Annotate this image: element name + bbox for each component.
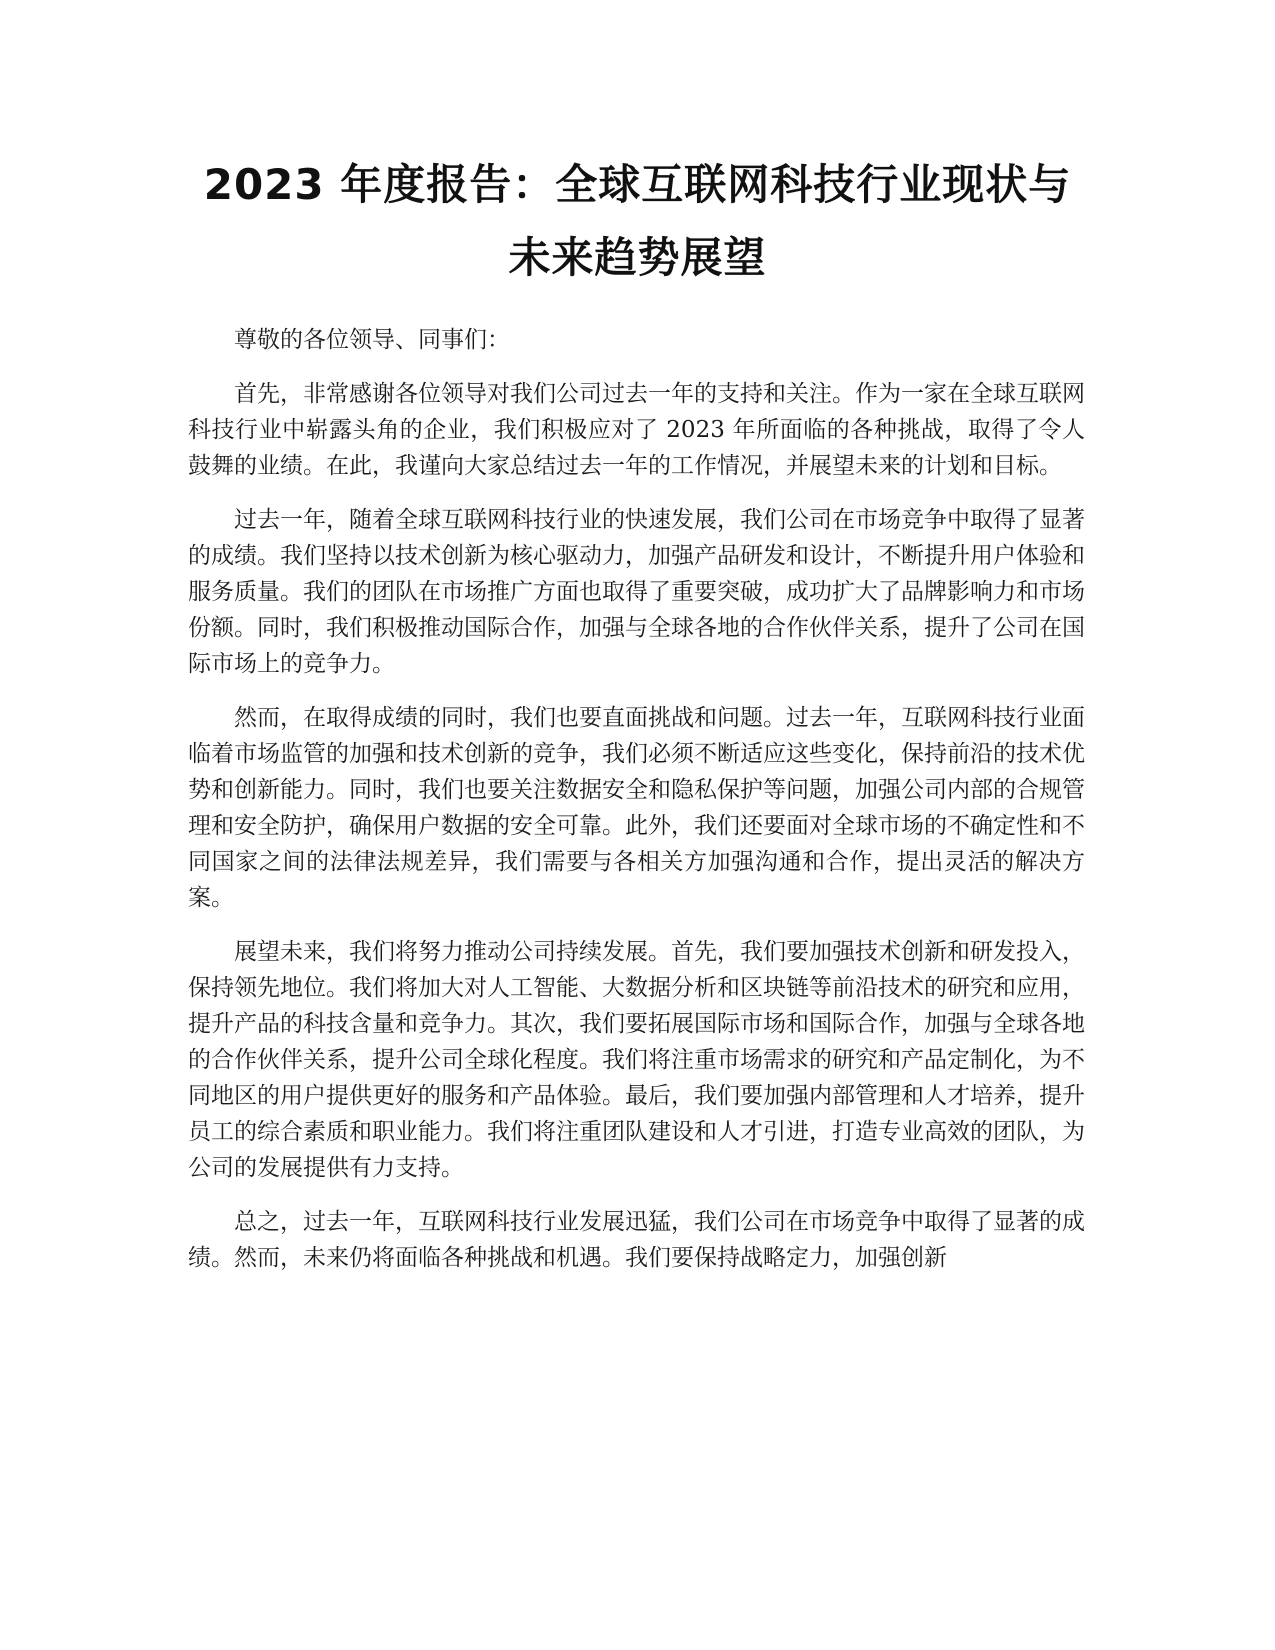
salutation: 尊敬的各位领导、同事们： [234,327,510,353]
paragraph-outlook: 展望未来，我们将努力推动公司持续发展。首先，我们要加强技术创新和研发投入，保持领先地位。我们将加大对人工智能、大数据分析和区块链等前沿技术的研究和应用，提升产品的科技含量和竞争力。其次，我们要拓展国际市场和国际合作，加强与全球各地的合作伙伴关系，提升公司全球化程度。我们将注重市场需求的研究和产品定制化，为不同地区的用户提供更好的服务和产品体验。最后，我们要加强内部管理和人才培养，提升员工的综合素质和职业能力。我们将注重团队建设和人才引进，打造专业高效的团队，为公司的发展提供有力支持。 [188,939,1085,1181]
title-line-1: 2023 年度报告：全球互联网科技行业现状与 [203,160,1072,209]
paragraph-thanks: 首先，非常感谢各位领导对我们公司过去一年的支持和关注。作为一家在全球互联网科技行业中崭露头角的企业，我们积极应对了 2023 年所面临的各种挑战，取得了令人鼓舞的业绩。在此，我谨向大家总结过去一年的工作情况，并展望未来的计划和目标。 [188,381,1085,479]
title-line-2: 未来趋势展望 [508,233,767,282]
document-title [150,148,1125,294]
paragraph-summary: 总之，过去一年，互联网科技行业发展迅猛，我们公司在市场竞争中取得了显著的成绩。然而，未来仍将面临各种挑战和机遇。我们要保持战略定力，加强创新 [188,1209,1085,1271]
paragraph-challenges: 然而，在取得成绩的同时，我们也要直面挑战和问题。过去一年，互联网科技行业面临着市场监管的加强和技术创新的竞争，我们必须不断适应这些变化，保持前沿的技术优势和创新能力。同时，我们也要关注数据安全和隐私保护等问题，加强公司内部的合规管理和安全防护，确保用户数据的安全可靠。此外，我们还要面对全球市场的不确定性和不同国家之间的法律法规差异，我们需要与各相关方加强沟通和合作，提出灵活的解决方案。 [188,705,1085,911]
document-body [188,322,1085,1294]
paragraph-past-year: 过去一年，随着全球互联网科技行业的快速发展，我们公司在市场竞争中取得了显著的成绩。我们坚持以技术创新为核心驱动力，加强产品研发和设计，不断提升用户体验和服务质量。我们的团队在市场推广方面也取得了重要突破，成功扩大了品牌影响力和市场份额。同时，我们积极推动国际合作，加强与全球各地的合作伙伴关系，提升了公司在国际市场上的竞争力。 [188,507,1085,677]
